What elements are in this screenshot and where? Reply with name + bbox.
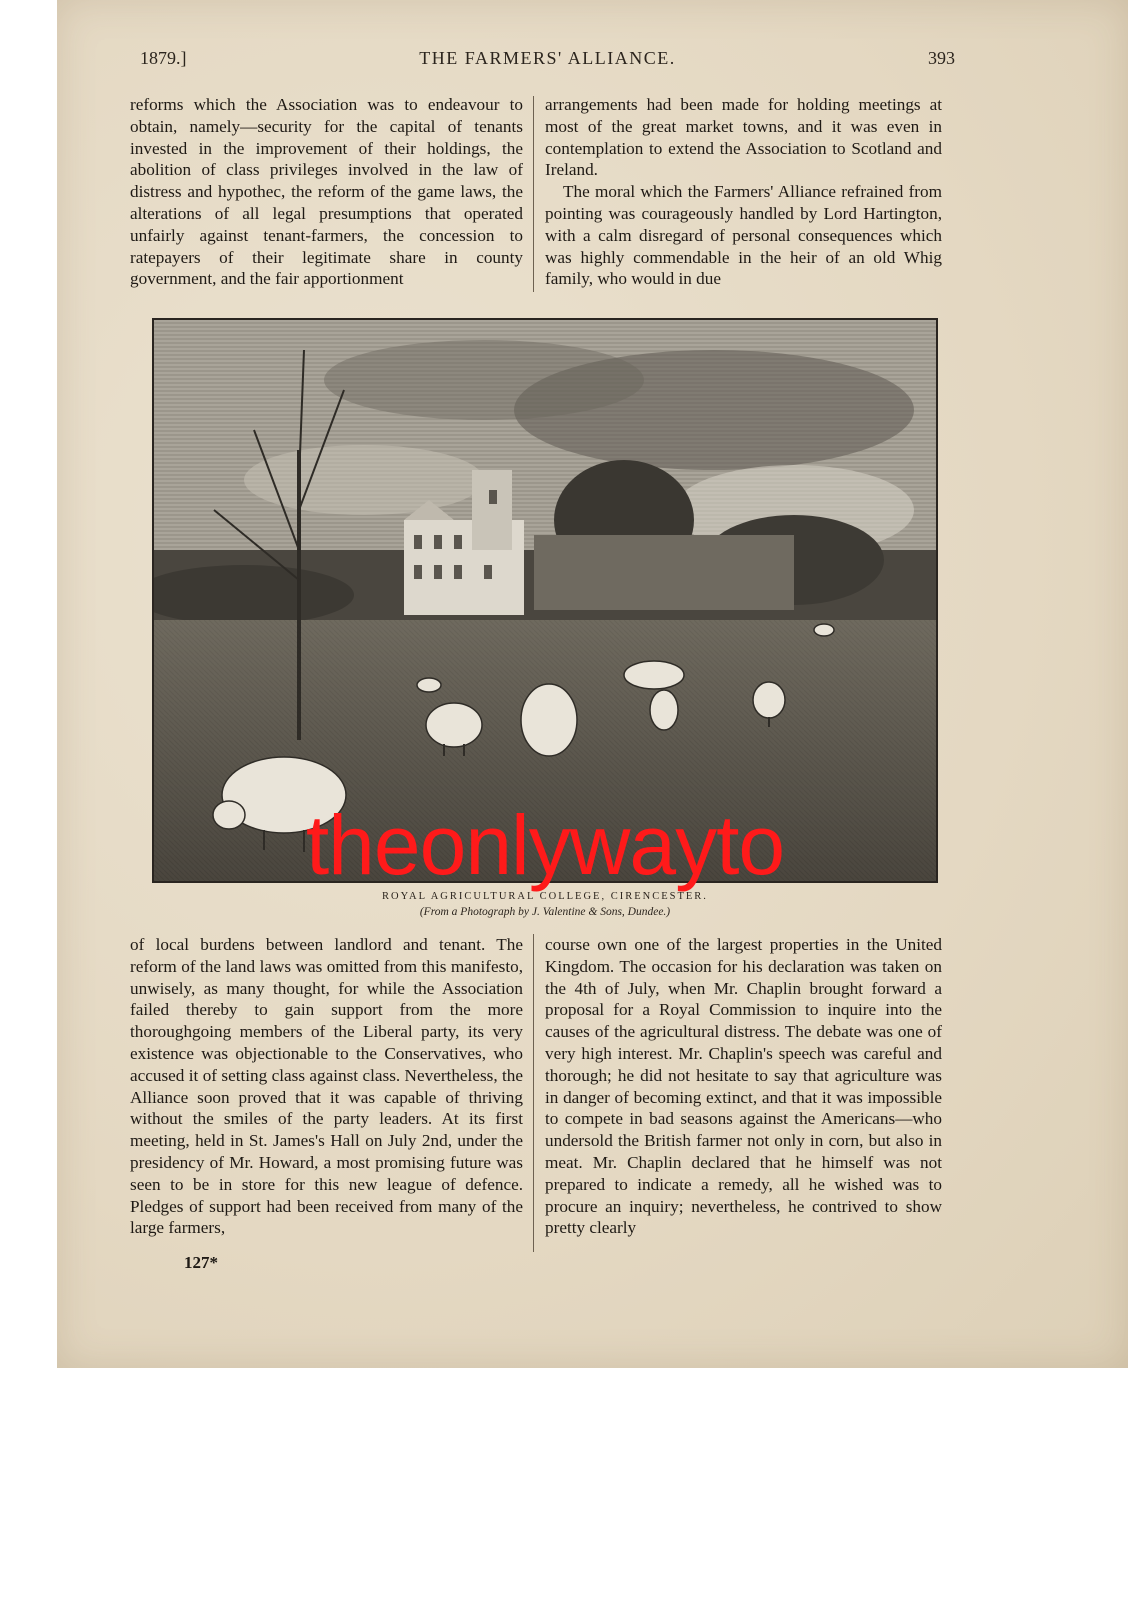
running-header <box>140 48 955 78</box>
figure-caption: ROYAL AGRICULTURAL COLLEGE, CIRENCESTER. <box>382 891 708 902</box>
column-rule <box>533 96 534 292</box>
column-right-top <box>545 94 942 290</box>
figure-credit: (From a Photograph by J. Valentine & Sons, Dundee.) <box>419 906 671 918</box>
paragraph: of local burdens between landlord and tenant. The reform of the land laws was omitted from this manifesto, unwisely, as many thought, for while the Association failed thereby to gain support from the more thoroughgoing members of the Liberal party, its very existence was objectionable to the Conservatives, who accused it of setting class against class. Nevertheless, the Alliance soon proved that it was capable of thriving without the smiles of the party leaders. At its first meeting, held in St. James's Hall on July 2nd, under the presidency of Mr. Howard, a most promising future was seen to be in store for this new league of defence. Pledges of support had been received from many of the large farmers, <box>130 935 523 1238</box>
paragraph: The moral which the Farmers' Alliance refrained from pointing was courageously handled by Lord Hartington, with a calm disregard of personal consequences which was highly commendable in the heir of an old Whig family, who would in due <box>545 182 942 289</box>
header-title: THE FARMERS' ALLIANCE. <box>419 48 676 68</box>
paragraph: course own one of the largest properties in the United Kingdom. The occasion for his declaration was taken on the 4th of July, when Mr. Chaplin brought forward a proposal for a Royal Commission to inquire into the causes of the agricultural distress. The debate was one of very high interest. Mr. Chaplin's speech was careful and thorough; he did not hesitate to say that agriculture was in danger of becoming extinct, and that it was impossible to compete in bad seasons against the Americans—who undersold the British farmer not only in corn, but also in meat. Mr. Chaplin declared that he himself was not prepared to indicate a remedy, all he wished was to procure an inquiry; nevertheless, he contrived to show pretty clearly <box>545 935 942 1238</box>
engraving-illustration <box>152 318 938 883</box>
column-right-bottom <box>545 934 942 1239</box>
watermark: theonlywayto <box>305 798 785 892</box>
page-number: 393 <box>928 48 955 68</box>
paragraph: reforms which the Association was to endeavour to obtain, namely—security for the capital of tenants invested in the improvement of their holdings, the abolition of class privileges involved in the law of distress and hypothec, the reform of the game laws, the alterations of all legal presumptions that operated unfairly against tenant-farmers, the concession to ratepayers of their legitimate share in county government, and the fair apportionment <box>130 95 523 289</box>
paragraph: arrangements had been made for holding meetings at most of the great market towns, and it was even in contemplation to extend the Association to Scotland and Ireland. <box>545 95 942 180</box>
column-left-top <box>130 94 523 290</box>
column-rule <box>533 934 534 1252</box>
engraving-scene <box>154 320 936 881</box>
signature-mark: 127* <box>184 1253 218 1272</box>
column-left-bottom <box>130 934 523 1239</box>
header-year: 1879.] <box>140 48 187 68</box>
